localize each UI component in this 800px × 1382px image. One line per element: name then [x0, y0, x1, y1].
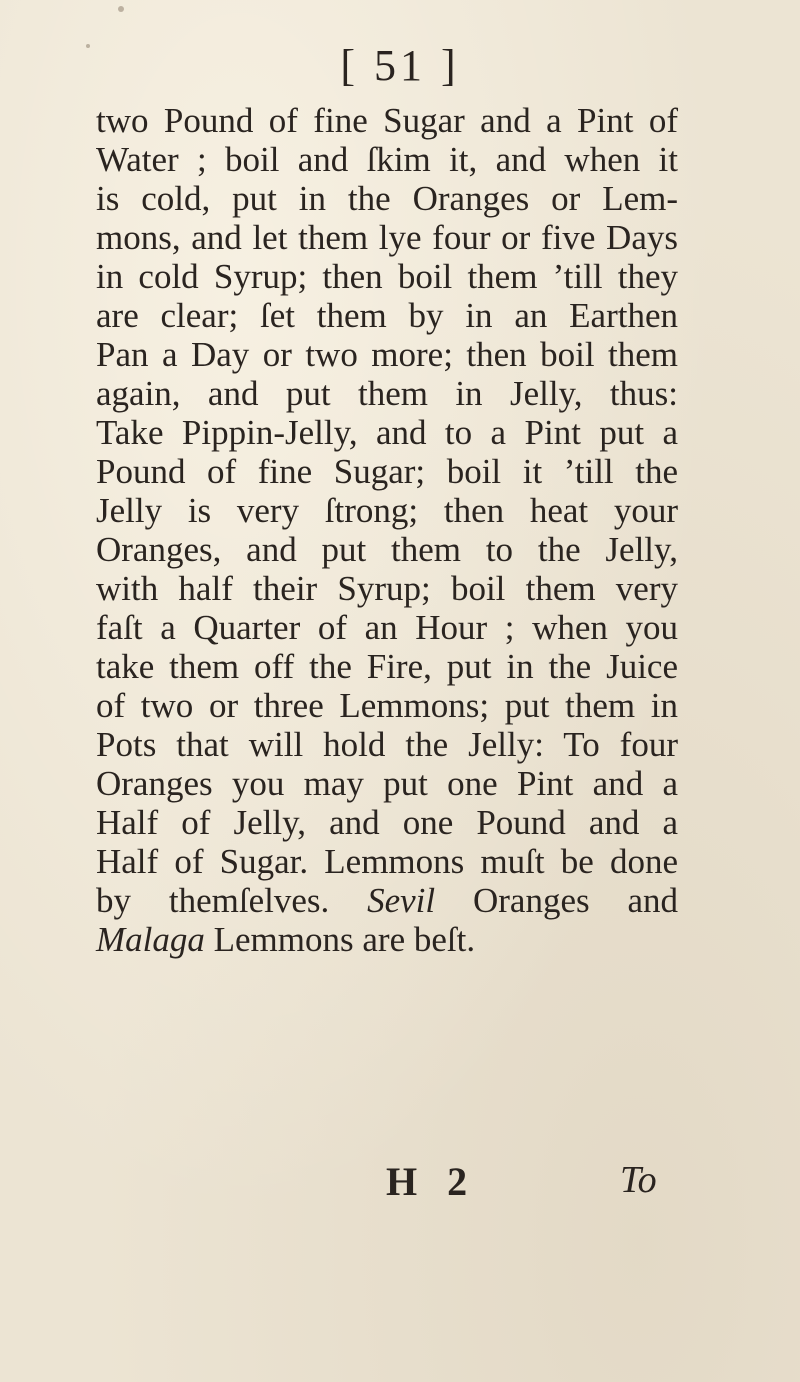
- text-line: Half of Sugar. Lemmons muſt be done: [96, 842, 678, 881]
- text-line: Oranges, and put them to the Jelly,: [96, 530, 678, 569]
- text-line: two Pound of fine Sugar and a Pint of: [96, 101, 678, 140]
- text-line: in cold Syrup; then boil them ’till they: [96, 257, 678, 296]
- text-line: Water ; boil and ſkim it, and when it: [96, 140, 678, 179]
- text-line: are clear; ſet them by in an Earthen: [96, 296, 678, 335]
- text-line: mons, and let them lye four or five Days: [96, 218, 678, 257]
- text-line: Malaga Lemmons are beſt.: [96, 920, 476, 959]
- ink-spot-decoration: [118, 6, 124, 12]
- signature-mark: H 2: [386, 1159, 478, 1204]
- page-footer: [0, 1158, 800, 1208]
- text-line: faſt a Quarter of an Hour ; when you: [96, 608, 678, 647]
- text-line: by themſelves. Sevil Oranges and: [96, 881, 678, 920]
- text-line: Pots that will hold the Jelly: To four: [96, 725, 678, 764]
- body-text: [96, 101, 678, 959]
- text-line: take them off the Fire, put in the Juice: [96, 647, 678, 686]
- text-line: with half their Syrup; boil them very: [96, 569, 678, 608]
- text-line: Half of Jelly, and one Pound and a: [96, 803, 678, 842]
- text-line: Take Pippin-Jelly, and to a Pint put a: [96, 413, 678, 452]
- text-line: again, and put them in Jelly, thus:: [96, 374, 678, 413]
- catchword: To: [620, 1159, 657, 1201]
- text-line: Pan a Day or two more; then boil them: [96, 335, 678, 374]
- text-line: of two or three Lemmons; put them in: [96, 686, 678, 725]
- text-line: is cold, put in the Oranges or Lem-: [96, 179, 678, 218]
- text-line: Pound of fine Sugar; boil it ’till the: [96, 452, 678, 491]
- page-number: [ 51 ]: [340, 41, 460, 90]
- text-line: Jelly is very ſtrong; then heat your: [96, 491, 678, 530]
- text-line: Oranges you may put one Pint and a: [96, 764, 678, 803]
